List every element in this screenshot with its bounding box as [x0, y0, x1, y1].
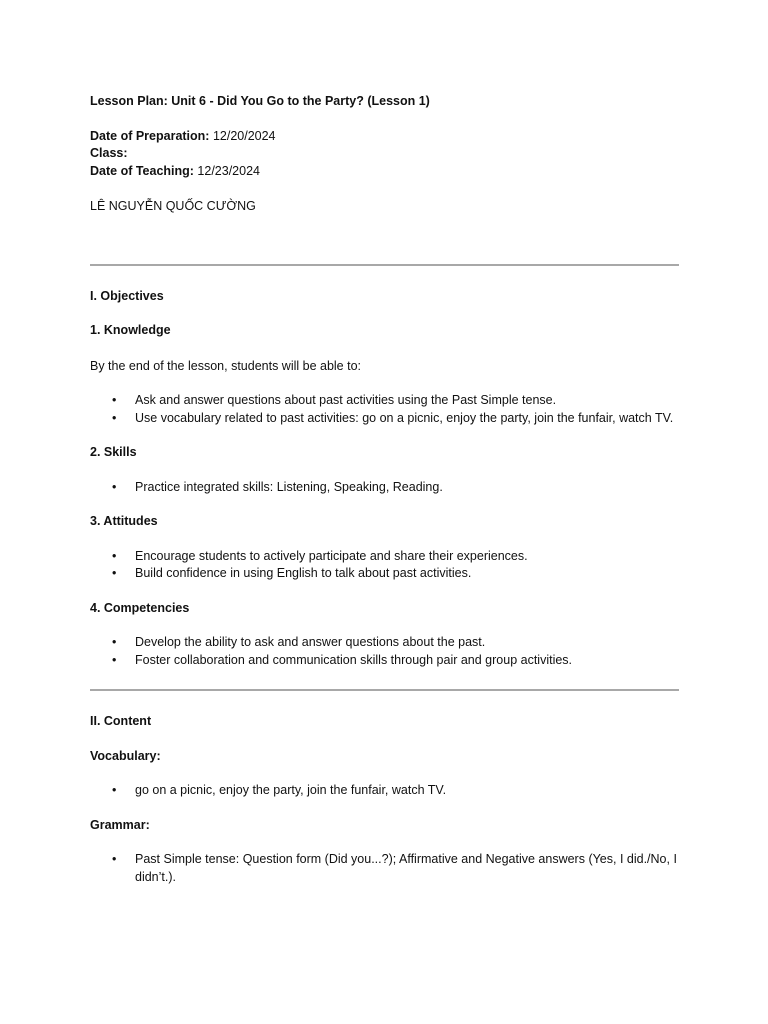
bullet-icon: • — [112, 410, 117, 425]
content-heading: II. Content — [90, 714, 152, 728]
competencies-list — [90, 634, 680, 669]
list-item — [90, 392, 680, 410]
skills-list — [90, 479, 680, 497]
list-item-text: Use vocabulary related to past activities: go on a picnic, enjoy the party, join the funfair, watch TV. — [135, 410, 674, 425]
list-item — [90, 634, 680, 652]
list-item — [90, 548, 680, 566]
list-item-text: Encourage students to actively participate and share their experiences. — [135, 548, 528, 563]
bullet-icon: • — [112, 652, 117, 667]
list-item — [90, 782, 680, 800]
grammar-list — [90, 851, 680, 886]
list-item — [90, 851, 680, 886]
bullet-icon: • — [112, 635, 117, 649]
knowledge-list — [90, 392, 680, 427]
class-label: Class: — [90, 146, 128, 160]
list-item — [90, 565, 680, 583]
preparation-date-line — [90, 128, 680, 146]
bullet-icon: • — [112, 852, 117, 866]
preparation-date-label: Date of Preparation: — [90, 128, 210, 143]
lesson-title: Lesson Plan: Unit 6 - Did You Go to the Party? (Lesson 1) — [90, 94, 430, 108]
bullet-icon: • — [112, 566, 117, 580]
preparation-date-value: 12/20/2024 — [209, 128, 276, 143]
bullet-icon: • — [112, 548, 117, 563]
vocabulary-list — [90, 782, 680, 800]
list-item-text: Develop the ability to ask and answer questions about the past. — [135, 635, 486, 649]
list-item-text: Ask and answer questions about past activities using the Past Simple tense. — [135, 393, 557, 407]
knowledge-heading: 1. Knowledge — [90, 323, 171, 337]
attitudes-heading: 3. Attitudes — [90, 514, 158, 528]
document-body — [90, 93, 680, 886]
grammar-heading: Grammar: — [90, 817, 150, 832]
bullet-icon: • — [112, 393, 117, 407]
author-name: LÊ NGUYỄN QUỐC CƯỜNG — [90, 199, 256, 213]
skills-heading: 2. Skills — [90, 445, 137, 459]
attitudes-list — [90, 548, 680, 583]
section-divider — [90, 689, 679, 691]
list-item — [90, 652, 680, 670]
bullet-icon: • — [112, 783, 117, 797]
list-item-text: go on a picnic, enjoy the party, join the funfair, watch TV. — [135, 783, 447, 797]
class-line — [90, 145, 680, 163]
list-item-text: Past Simple tense: Question form (Did you...?); Affirmative and Negative answers (Yes, I did./No, I didn’t.). — [135, 852, 677, 884]
objectives-heading: I. Objectives — [90, 288, 164, 303]
lesson-meta — [90, 128, 680, 181]
competencies-heading: 4. Competencies — [90, 600, 190, 615]
bullet-icon: • — [112, 479, 117, 494]
list-item-text: Practice integrated skills: Listening, Speaking, Reading. — [135, 479, 443, 494]
teaching-date-line — [90, 163, 680, 181]
vocabulary-heading: Vocabulary: — [90, 748, 161, 763]
teaching-date-label: Date of Teaching: — [90, 163, 194, 178]
list-item — [90, 479, 680, 497]
teaching-date-value: 12/23/2024 — [193, 163, 260, 178]
knowledge-intro: By the end of the lesson, students will be able to: — [90, 358, 362, 373]
section-divider — [90, 264, 679, 266]
list-item — [90, 410, 680, 428]
list-item-text: Foster collaboration and communication skills through pair and group activities. — [135, 652, 573, 667]
list-item-text: Build confidence in using English to talk about past activities. — [135, 566, 472, 580]
